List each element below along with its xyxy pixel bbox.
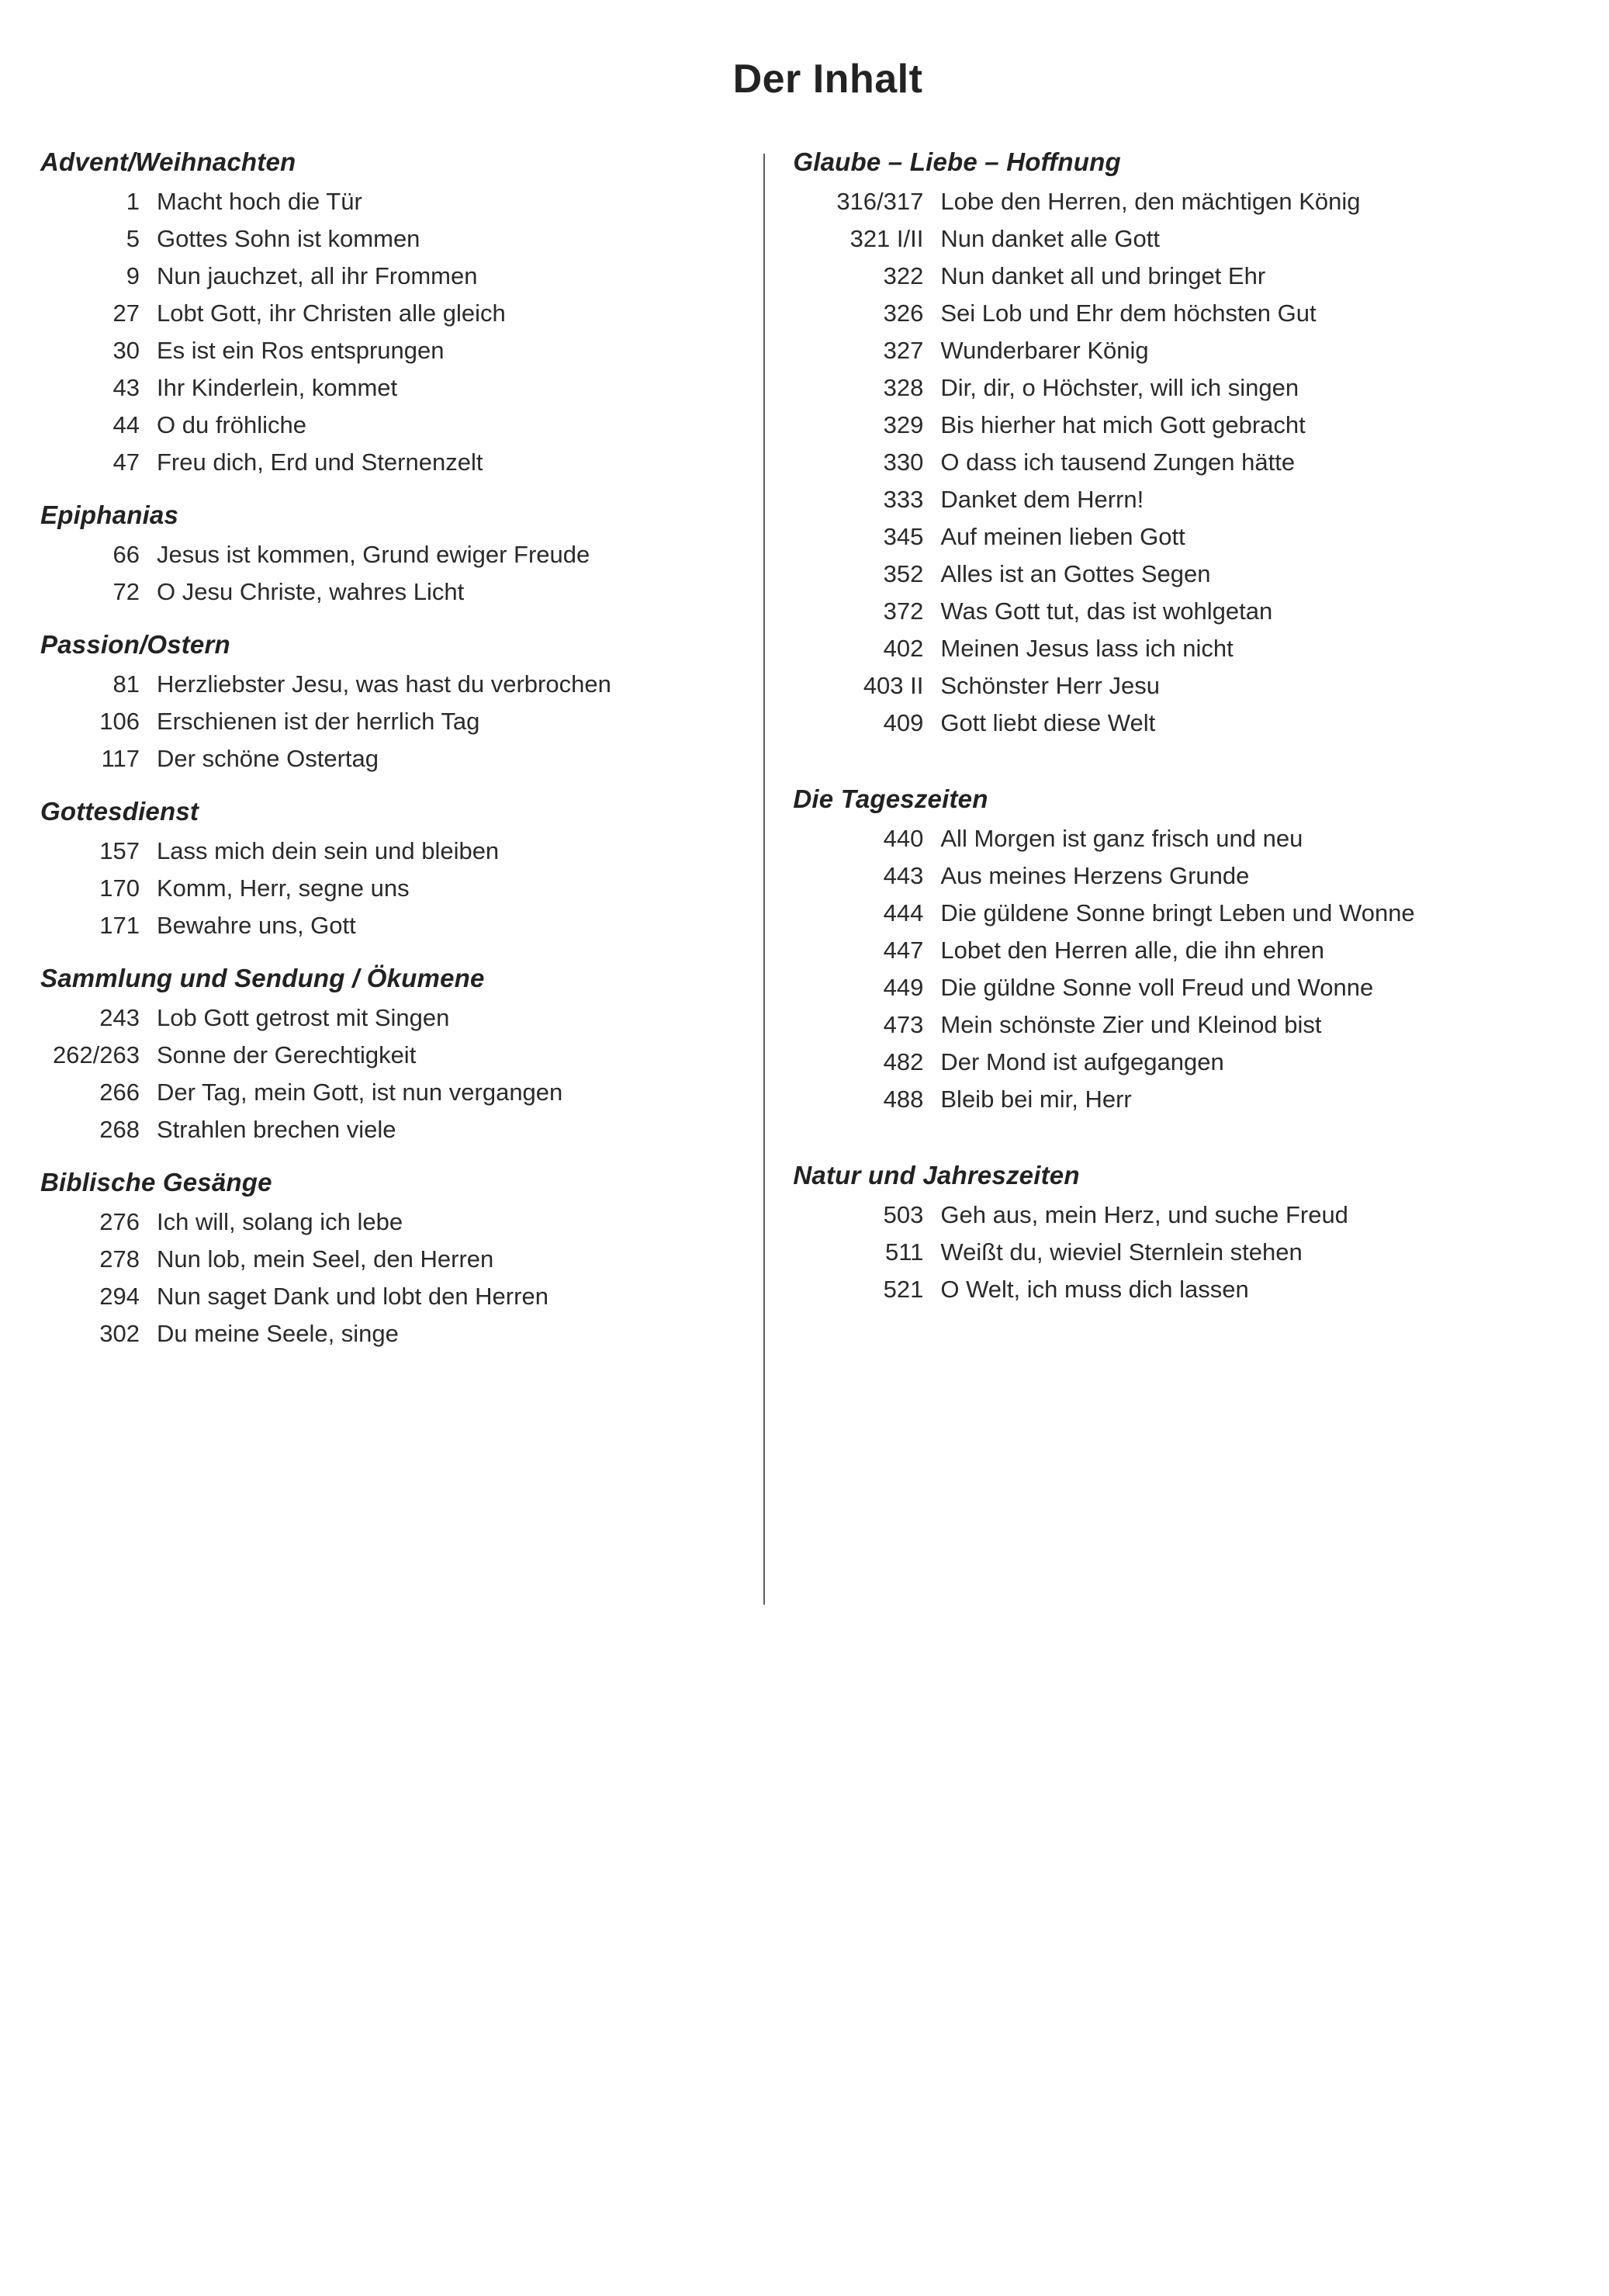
hymn-title: Bleib bei mir, Herr (940, 1086, 1132, 1113)
hymn-title: Freu dich, Erd und Sternenzelt (157, 448, 483, 476)
hymn-number: 302 (99, 1320, 140, 1347)
section-sammlung-und-sendung (40, 964, 732, 1141)
hymn-number: 488 (883, 1086, 924, 1113)
hymn-number: 44 (112, 411, 140, 438)
list-item[interactable] (40, 376, 732, 400)
hymn-number: 330 (883, 448, 924, 476)
list-item[interactable] (40, 189, 732, 213)
hymn-title: Der schöne Ostertag (157, 745, 379, 772)
list-item[interactable] (793, 487, 1555, 511)
section-heading: Passion/Ostern (40, 630, 230, 659)
hymn-title: Mein schönste Zier und Kleinod bist (940, 1011, 1322, 1038)
section-heading: Natur und Jahreszeiten (793, 1161, 1080, 1190)
list-item[interactable] (793, 562, 1555, 586)
hymn-number: 66 (112, 541, 140, 568)
list-item[interactable] (793, 1240, 1555, 1264)
hymn-title: Macht hoch die Tür (157, 188, 362, 215)
hymn-title: Lob Gott getrost mit Singen (157, 1004, 450, 1031)
hymn-title: Geh aus, mein Herz, und suche Freud (940, 1201, 1348, 1228)
hymn-title: Gott liebt diese Welt (940, 709, 1156, 736)
hymn-number: 322 (883, 262, 924, 289)
list-item[interactable] (40, 580, 732, 604)
hymn-number: 276 (99, 1208, 140, 1235)
list-item[interactable] (40, 1321, 732, 1345)
list-item[interactable] (793, 674, 1555, 698)
list-item[interactable] (40, 876, 732, 900)
hymn-title: Gottes Sohn ist kommen (157, 225, 420, 252)
hymn-number: 9 (126, 262, 140, 289)
hymn-number: 327 (883, 337, 924, 364)
section-epiphanias (40, 500, 732, 604)
hymn-title: Bewahre uns, Gott (157, 912, 356, 939)
section-heading: Sammlung und Sendung / Ökumene (40, 964, 485, 992)
hymn-number: 72 (112, 578, 140, 605)
list-item[interactable] (793, 1087, 1555, 1111)
hymn-title: Die güldne Sonne voll Freud und Wonne (940, 974, 1374, 1001)
list-item[interactable] (793, 711, 1555, 735)
hymn-title: Komm, Herr, segne uns (157, 874, 410, 902)
section-advent-weihnachten (40, 147, 732, 474)
hymn-title: Die güldene Sonne bringt Leben und Wonne (940, 899, 1415, 926)
hymn-number: 447 (883, 937, 924, 964)
hymn-number: 409 (883, 709, 924, 736)
hymn-number: 444 (883, 899, 924, 926)
list-item[interactable] (793, 227, 1555, 251)
hymn-number: 170 (99, 874, 140, 902)
hymn-number: 1 (126, 188, 140, 215)
hymn-number: 321 I/II (849, 225, 924, 252)
hymn-title: All Morgen ist ganz frisch und neu (940, 825, 1303, 852)
hymn-title: Sonne der Gerechtigkeit (157, 1041, 417, 1068)
hymn-number: 243 (99, 1004, 140, 1031)
hymn-title: Nun danket all und bringet Ehr (940, 262, 1266, 289)
section-spacer (793, 761, 1555, 784)
hymn-title: Der Mond ist aufgegangen (940, 1048, 1224, 1075)
list-item[interactable] (793, 1013, 1555, 1037)
hymn-title: Herzliebster Jesu, was hast du verbrochen (157, 670, 611, 698)
hymn-number: 403 II (863, 672, 924, 699)
hymn-number: 43 (112, 374, 140, 401)
hymn-number: 30 (112, 337, 140, 364)
list-item[interactable] (793, 599, 1555, 623)
section-glaube-liebe-hoffnung (793, 147, 1555, 735)
right-column (785, 147, 1555, 1328)
list-item[interactable] (793, 901, 1555, 925)
list-item[interactable] (40, 264, 732, 288)
hymn-number: 511 (884, 1238, 924, 1266)
left-column (40, 147, 756, 1372)
list-item[interactable] (793, 826, 1555, 850)
list-item[interactable] (40, 1210, 732, 1234)
hymn-title: Bis hierher hat mich Gott gebracht (940, 411, 1306, 438)
hymn-title: Ihr Kinderlein, kommet (157, 374, 398, 401)
hymn-number: 503 (883, 1201, 924, 1228)
list-item[interactable] (40, 338, 732, 362)
list-item[interactable] (793, 636, 1555, 660)
content-columns (0, 147, 1609, 1605)
section-heading: Biblische Gesänge (40, 1168, 272, 1196)
section-gottesdienst (40, 797, 732, 937)
section-heading: Glaube – Liebe – Hoffnung (793, 147, 1121, 176)
hymn-title: Aus meines Herzens Grunde (940, 862, 1250, 889)
hymn-title: O dass ich tausend Zungen hätte (940, 448, 1296, 476)
list-item[interactable] (40, 1247, 732, 1271)
list-item[interactable] (40, 709, 732, 733)
list-item[interactable] (793, 1277, 1555, 1301)
list-item[interactable] (793, 189, 1555, 213)
list-item[interactable] (40, 1043, 732, 1067)
hymn-title: Nun danket alle Gott (940, 225, 1160, 252)
hymn-number: 345 (883, 523, 924, 550)
hymn-number: 171 (99, 912, 140, 939)
hymn-number: 329 (883, 411, 924, 438)
hymn-title: Strahlen brechen viele (157, 1116, 396, 1143)
list-item[interactable] (793, 376, 1555, 400)
hymn-title: Wunderbarer König (940, 337, 1149, 364)
hymn-number: 352 (883, 560, 924, 587)
section-passion-ostern (40, 630, 732, 771)
page-title: Der Inhalt (732, 57, 923, 102)
list-item[interactable] (40, 227, 732, 251)
hymn-number: 440 (883, 825, 924, 852)
document-page (0, 56, 1609, 2296)
list-item[interactable] (793, 938, 1555, 962)
hymn-title: Schönster Herr Jesu (940, 672, 1160, 699)
hymn-number: 316/317 (836, 188, 924, 215)
hymn-title: Ich will, solang ich lebe (157, 1208, 403, 1235)
hymn-title: O Welt, ich muss dich lassen (940, 1276, 1249, 1303)
hymn-number: 326 (883, 300, 924, 327)
list-item[interactable] (40, 1117, 732, 1141)
list-item[interactable] (793, 864, 1555, 888)
hymn-number: 27 (112, 300, 140, 327)
hymn-number: 521 (883, 1276, 924, 1303)
section-heading: Gottesdienst (40, 797, 199, 826)
hymn-title: Auf meinen lieben Gott (940, 523, 1185, 550)
hymn-title: Nun jauchzet, all ihr Frommen (157, 262, 478, 289)
hymn-title: Es ist ein Ros entsprungen (157, 337, 445, 364)
hymn-number: 333 (883, 486, 924, 513)
list-item[interactable] (793, 525, 1555, 549)
hymn-number: 443 (883, 862, 924, 889)
list-item[interactable] (40, 839, 732, 863)
hymn-number: 106 (99, 708, 140, 735)
list-item[interactable] (40, 301, 732, 325)
hymn-title: Nun saget Dank und lobt den Herren (157, 1283, 548, 1310)
list-item[interactable] (793, 338, 1555, 362)
list-item[interactable] (40, 1080, 732, 1104)
hymn-title: Lobet den Herren alle, die ihn ehren (940, 937, 1324, 964)
section-die-tageszeiten (793, 784, 1555, 1111)
list-item[interactable] (793, 264, 1555, 288)
hymn-number: 482 (883, 1048, 924, 1075)
section-natur-und-jahreszeiten (793, 1161, 1555, 1301)
hymn-number: 117 (101, 745, 140, 772)
hymn-number: 294 (99, 1283, 140, 1310)
hymn-number: 473 (883, 1011, 924, 1038)
hymn-number: 268 (99, 1116, 140, 1143)
hymn-number: 262/263 (52, 1041, 140, 1068)
hymn-title: Jesus ist kommen, Grund ewiger Freude (157, 541, 590, 568)
hymn-title: Nun lob, mein Seel, den Herren (157, 1245, 494, 1273)
hymn-number: 157 (99, 837, 140, 864)
hymn-number: 278 (99, 1245, 140, 1273)
hymn-title: Alles ist an Gottes Segen (940, 560, 1211, 587)
hymn-title: O du fröhliche (157, 411, 306, 438)
hymn-number: 449 (883, 974, 924, 1001)
hymn-title: Du meine Seele, singe (157, 1320, 399, 1347)
section-heading: Die Tageszeiten (793, 784, 988, 813)
hymn-title: Lobt Gott, ihr Christen alle gleich (157, 300, 506, 327)
hymn-number: 402 (883, 635, 924, 662)
hymn-title: Erschienen ist der herrlich Tag (157, 708, 480, 735)
hymn-number: 5 (126, 225, 140, 252)
list-item[interactable] (793, 1050, 1555, 1074)
section-biblische-gesaenge (40, 1168, 732, 1345)
hymn-title: Danket dem Herrn! (940, 486, 1144, 513)
hymn-number: 81 (112, 670, 140, 698)
list-item[interactable] (40, 672, 732, 696)
list-item[interactable] (793, 301, 1555, 325)
hymn-title: Sei Lob und Ehr dem höchsten Gut (940, 300, 1317, 327)
hymn-title: O Jesu Christe, wahres Licht (157, 578, 465, 605)
hymn-title: Lass mich dein sein und bleiben (157, 837, 500, 864)
list-item[interactable] (40, 1006, 732, 1030)
hymn-title: Meinen Jesus lass ich nicht (940, 635, 1234, 662)
list-item[interactable] (40, 450, 732, 474)
hymn-number: 47 (112, 448, 140, 476)
hymn-number: 372 (883, 597, 924, 625)
list-item[interactable] (40, 746, 732, 771)
list-item[interactable] (40, 1284, 732, 1308)
list-item[interactable] (793, 975, 1555, 999)
hymn-number: 266 (99, 1079, 140, 1106)
list-item[interactable] (793, 1203, 1555, 1227)
column-divider (763, 154, 765, 1605)
list-item[interactable] (40, 413, 732, 437)
section-spacer (793, 1138, 1555, 1161)
list-item[interactable] (40, 542, 732, 566)
hymn-title: Weißt du, wieviel Sternlein stehen (940, 1238, 1303, 1266)
list-item[interactable] (793, 450, 1555, 474)
list-item[interactable] (40, 913, 732, 937)
hymn-number: 328 (883, 374, 924, 401)
hymn-title: Dir, dir, o Höchster, will ich singen (940, 374, 1299, 401)
hymn-title: Was Gott tut, das ist wohlgetan (940, 597, 1273, 625)
hymn-title: Der Tag, mein Gott, ist nun vergangen (157, 1079, 563, 1106)
hymn-title: Lobe den Herren, den mächtigen König (940, 188, 1361, 215)
section-heading: Epiphanias (40, 500, 179, 529)
section-heading: Advent/Weihnachten (40, 147, 296, 176)
list-item[interactable] (793, 413, 1555, 437)
